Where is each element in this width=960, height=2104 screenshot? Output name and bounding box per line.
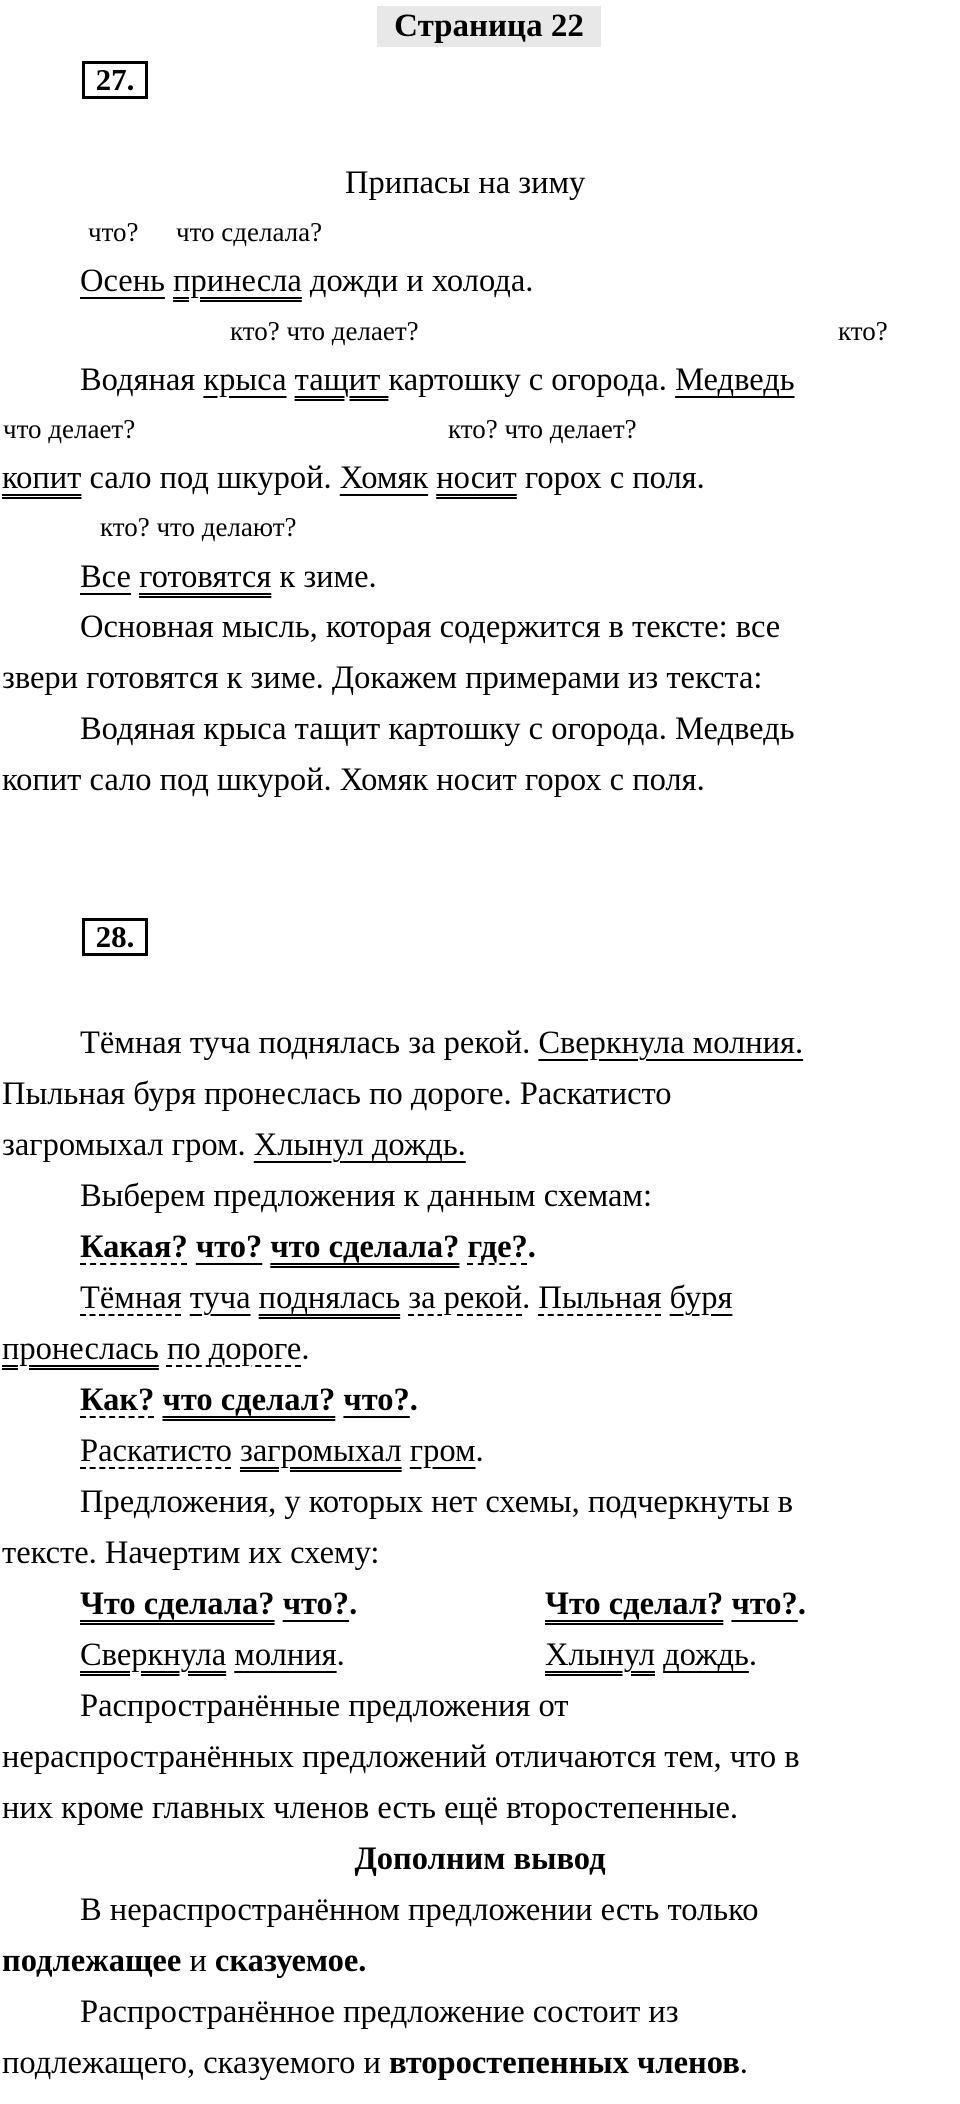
subject-word: крыса: [203, 362, 287, 398]
scheme-word: что?: [282, 1586, 350, 1622]
example-word: Хлынул: [545, 1637, 655, 1673]
scheme-word: что сделала?: [270, 1229, 460, 1265]
underlined-sentence: Сверкнула молния.: [538, 1025, 804, 1061]
sentence-text: загромыхал гром.: [2, 1127, 246, 1163]
subject-word: Медведь: [675, 362, 795, 398]
predicate-word: тащит: [294, 362, 389, 398]
predicate-word: носит: [436, 460, 517, 496]
scheme-word: что сделал?: [162, 1382, 336, 1418]
scheme-2: [80, 1384, 418, 1417]
scheme-punct: .: [797, 1586, 806, 1622]
paragraph-line: [2, 1945, 366, 1978]
paragraph-line: В нераспространённом предложении есть только: [80, 1892, 759, 1928]
paragraph-line: [2, 2047, 748, 2080]
example-word: дождь: [663, 1637, 749, 1673]
scheme-word: что?: [343, 1382, 410, 1418]
sentence-4: [80, 561, 377, 594]
scheme-word: Какая?: [80, 1229, 188, 1265]
sentence-text: сало под шкурой.: [89, 460, 332, 496]
question-label: кто? что делает?: [230, 316, 419, 346]
sentence-text: горох с поля.: [524, 460, 705, 496]
paragraph-line: Распространённые предложения от: [80, 1688, 569, 1724]
scheme-word: Что сделал?: [545, 1586, 724, 1622]
underlined-sentence: Хлынул дождь.: [253, 1127, 466, 1163]
scheme-punct: .: [527, 1229, 536, 1265]
example-word: Тёмная: [80, 1280, 182, 1316]
text-title: Припасы на зиму: [345, 165, 586, 201]
example-punct: .: [522, 1280, 531, 1316]
example-word: Пыльная: [538, 1280, 662, 1316]
question-label: кто?: [838, 316, 888, 346]
scheme-punct: .: [349, 1586, 358, 1622]
page-title: Страница 22: [377, 6, 601, 47]
example-word: загромыхал: [239, 1433, 402, 1469]
bold-term: второстепенных членов: [389, 2045, 740, 2081]
scheme-3: [80, 1588, 357, 1621]
example-punct: .: [301, 1331, 310, 1367]
sentence-text: Тёмная туча поднялась за рекой.: [80, 1025, 531, 1061]
paragraph-line: копит сало под шкурой. Хомяк носит горох с поля.: [2, 762, 705, 798]
paragraph-line: нераспространённых предложений отличаются тем, что в: [2, 1739, 800, 1775]
scheme-word: Что сделала?: [80, 1586, 275, 1622]
sentence-2: [80, 364, 795, 397]
subject-word: Хомяк: [339, 460, 429, 496]
example-line: [80, 1282, 732, 1315]
conclusion-title: Дополним вывод: [354, 1841, 606, 1877]
paragraph-line: Водяная крыса тащит картошку с огорода. Медведь: [80, 711, 795, 747]
paragraph-line: [2, 1129, 466, 1162]
scheme-1: [80, 1231, 536, 1264]
sentence-text: картошку с огорода.: [388, 362, 667, 398]
example-line: [2, 1333, 309, 1366]
predicate-word: копит: [2, 460, 82, 496]
task-27-number: 27.: [82, 61, 148, 99]
sentence-text: дожди и холода.: [309, 263, 534, 299]
paragraph-line: Предложения, у которых нет схемы, подчеркнуты в: [80, 1484, 794, 1520]
example-word: за рекой: [408, 1280, 523, 1316]
scheme-4: [545, 1588, 806, 1621]
scheme-word: что?: [731, 1586, 798, 1622]
example-word: Раскатисто: [80, 1433, 232, 1469]
scheme-punct: .: [409, 1382, 418, 1418]
example-punct: .: [748, 1637, 758, 1673]
question-label: что сделала?: [176, 217, 323, 247]
scheme-word: где?: [467, 1229, 528, 1265]
example-word: по дороге: [166, 1331, 302, 1367]
example-word: буря: [669, 1280, 733, 1316]
predicate-word: готовятся: [139, 559, 272, 595]
example-line: [80, 1435, 484, 1468]
example-line: [545, 1639, 757, 1672]
sentence-3: [2, 462, 705, 495]
example-word: туча: [189, 1280, 251, 1316]
example-word: пронеслась: [2, 1331, 159, 1367]
example-word: гром: [409, 1433, 476, 1469]
example-word: Сверкнула: [80, 1637, 227, 1673]
sentence-text: Водяная: [80, 362, 196, 398]
sentence-1: [80, 265, 533, 298]
predicate-word: принесла: [173, 263, 302, 299]
subject-word: Все: [80, 559, 131, 595]
question-label: кто? что делают?: [100, 512, 297, 542]
sentence-text: и: [189, 1943, 207, 1979]
example-punct: .: [475, 1433, 484, 1469]
question-label: что делает?: [3, 414, 136, 444]
example-line: [80, 1639, 345, 1672]
question-label: кто? что делает?: [448, 414, 637, 444]
example-punct: .: [336, 1637, 345, 1673]
example-word: поднялась: [258, 1280, 401, 1316]
paragraph-line: Распространённое предложение состоит из: [80, 1994, 679, 2030]
question-label: что?: [88, 217, 139, 247]
bold-term: подлежащее: [2, 1943, 182, 1979]
paragraph-line: звери готовятся к зиме. Докажем примерами из текста:: [2, 660, 763, 696]
paragraph-line: них кроме главных членов есть ещё второстепенные.: [2, 1790, 739, 1826]
paragraph-line: Основная мысль, которая содержится в тексте: все: [80, 609, 781, 645]
subject-word: Осень: [80, 263, 165, 299]
sentence-text: к зиме.: [279, 559, 377, 595]
bold-term: сказуемое.: [214, 1943, 367, 1979]
paragraph-line: Выберем предложения к данным схемам:: [80, 1178, 652, 1214]
scheme-word: что?: [195, 1229, 263, 1265]
sentence-text: .: [739, 2045, 748, 2081]
paragraph-line: тексте. Начертим их схему:: [2, 1535, 380, 1571]
task-28-number: 28.: [82, 918, 148, 956]
scheme-word: Как?: [80, 1382, 155, 1418]
paragraph-line: Пыльная буря пронеслась по дороге. Раскатисто: [2, 1076, 672, 1112]
paragraph-line: [80, 1027, 803, 1060]
example-word: молния: [234, 1637, 337, 1673]
sentence-text: подлежащего, сказуемого и: [2, 2045, 381, 2081]
